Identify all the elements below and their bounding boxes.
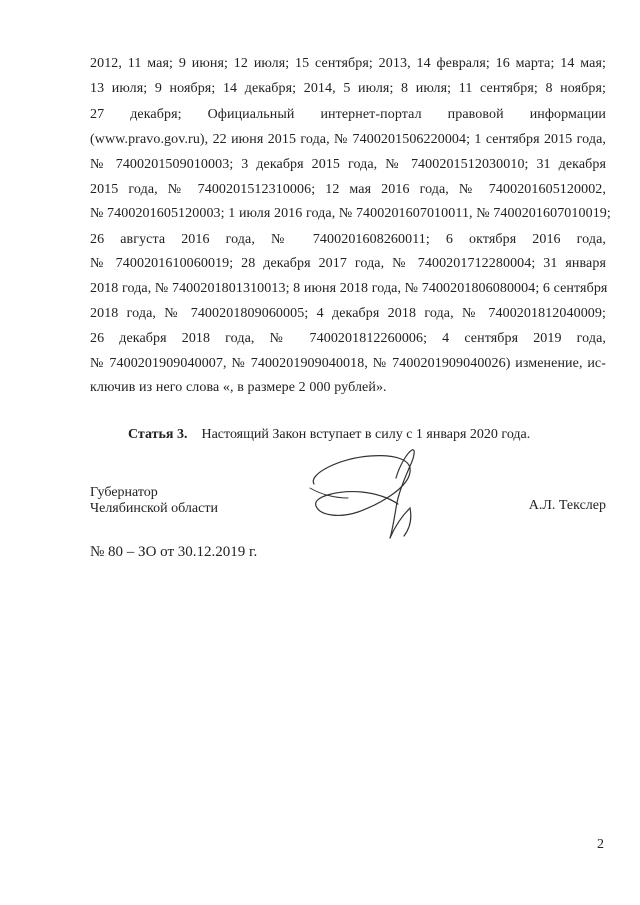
body-line-14: ключив из него слова «, в размере 2 000 рублей».: [90, 380, 387, 395]
body-line-13: № 7400201909040007, № 7400201909040018, № 7400201909040026) изменение, ис-: [90, 356, 606, 371]
body-line-7: № 7400201605120003; 1 июля 2016 года, № 7400201607010011, № 7400201607010019;: [90, 206, 611, 221]
body-line-1: 2012, 11 мая; 9 июня; 12 июля; 15 сентября; 2013, 14 февраля; 16 марта; 14 мая;: [90, 56, 606, 71]
law-number: № 80 – ЗО от 30.12.2019 г.: [90, 544, 258, 560]
article-3-text: Настоящий Закон вступает в силу с 1 января 2020 года.: [201, 427, 531, 442]
body-line-2: 13 июля; 9 ноября; 14 декабря; 2014, 5 июля; 8 июля; 11 сентября; 8 ноября;: [90, 81, 606, 96]
article-3-label: Статья 3.: [128, 427, 188, 442]
body-line-5: № 7400201509010003; 3 декабря 2015 года, № 7400201512030010; 31 декабря: [90, 157, 606, 172]
governor-title-line-2: Челябинской области: [90, 501, 218, 516]
body-line-10: 2018 года, № 7400201801310013; 8 июня 2018 года, № 7400201806080004; 6 сентября: [90, 281, 608, 296]
governor-name: А.Л. Текслер: [528, 498, 606, 513]
body-line-8: 26 августа 2016 года, № 7400201608260011; 6 октября 2016 года,: [90, 232, 606, 247]
body-line-4: (www.pravo.gov.ru), 22 июня 2015 года, № 7400201506220004; 1 сентября 2015 года,: [90, 132, 606, 147]
body-line-3: 27 декабря; Официальный интернет-портал правовой информации: [90, 107, 606, 122]
body-line-12: 26 декабря 2018 года, № 7400201812260006; 4 сентября 2019 года,: [90, 331, 606, 346]
governor-title-line-1: Губернатор: [90, 485, 158, 500]
body-line-11: 2018 года, № 7400201809060005; 4 декабря 2018 года, № 7400201812040009;: [90, 306, 606, 321]
body-line-9: № 7400201610060019; 28 декабря 2017 года, № 7400201712280004; 31 января: [90, 256, 606, 271]
body-line-6: 2015 года, № 7400201512310006; 12 мая 2016 года, № 7400201605120002,: [90, 182, 606, 197]
page-number: 2: [597, 837, 604, 852]
signature-icon: [300, 448, 430, 540]
article-3: [128, 426, 530, 444]
